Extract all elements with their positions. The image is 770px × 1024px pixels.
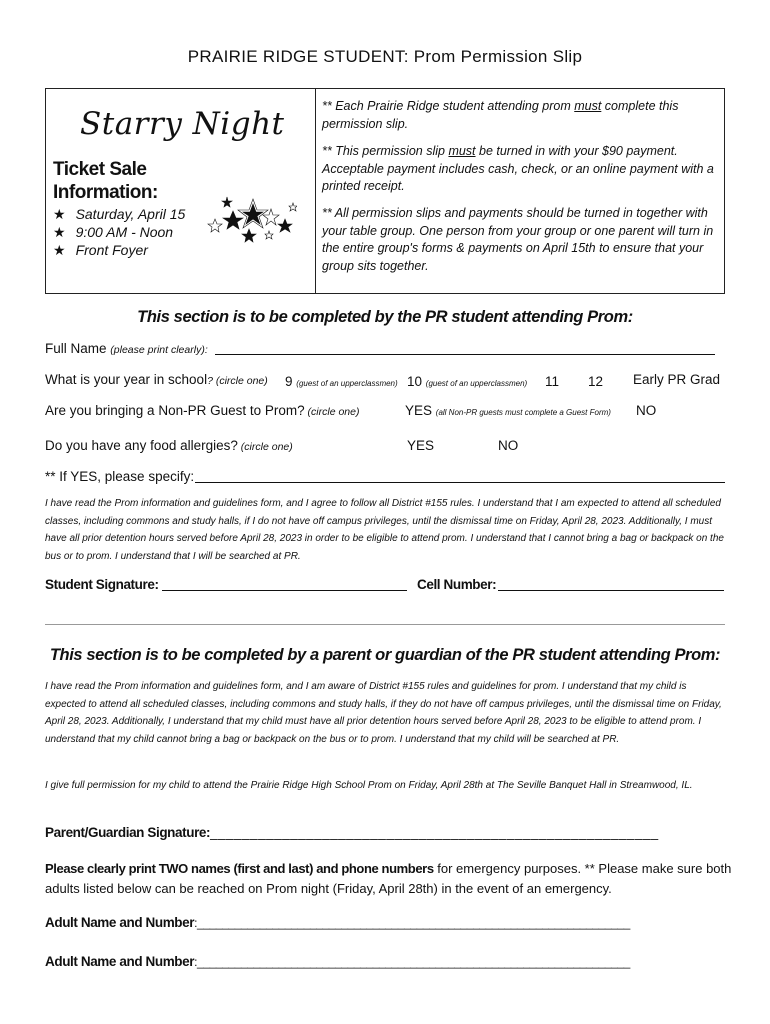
note-payment: ** This permission slip must be turned in with your $90 payment. Acceptable payment includes cash, check, or an online payment with a printed receipt. xyxy=(322,144,714,193)
adult-contact-2-field[interactable]: :_____________________________________________________________________ xyxy=(194,955,630,969)
year-option-9[interactable]: 9 (guest of an upperclassmen) xyxy=(285,374,398,389)
guest-option-yes[interactable]: YES (all Non-PR guests must complete a Guest Form) xyxy=(405,403,611,418)
parent-permission: I give full permission for my child to attend the Prairie Ridge High School Prom on Friday, April 28th at The Seville Banquet Hall in Streamwood, IL. xyxy=(45,780,693,791)
star-bullet-icon: ★ xyxy=(53,242,66,258)
cell-number-field[interactable] xyxy=(498,578,724,591)
info-box-divider xyxy=(315,88,316,294)
full-name-field[interactable] xyxy=(215,342,715,355)
full-name-row: Full Name (please print clearly): xyxy=(45,341,208,356)
event-name: Starry Night xyxy=(80,106,285,142)
stars-cluster-icon xyxy=(205,195,297,243)
guest-question: Are you bringing a Non-PR Guest to Prom? (circle one) xyxy=(45,403,360,418)
section-divider xyxy=(45,624,725,625)
year-option-10[interactable]: 10 (guest of an upperclassmen) xyxy=(407,374,528,389)
star-bullet-icon: ★ xyxy=(53,206,66,222)
adult-contact-2[interactable]: Adult Name and Number:_____________________________________________________________________ xyxy=(45,954,630,969)
emergency-instructions: Please clearly print TWO names (first and last) and phone numbers for emergency purposes. ** Please make sure both adults listed below can be reached on Prom night (Friday, April 28th) in the event of an emergency. xyxy=(45,861,732,896)
year-question: What is your year in school? (circle one) xyxy=(45,372,268,387)
ticket-item: ★ Saturday, April 15 xyxy=(53,206,186,222)
ticket-item: ★ 9:00 AM - Noon xyxy=(53,224,174,240)
parent-signature-field[interactable]: ________________________________________________________ xyxy=(210,825,659,840)
student-agreement: I have read the Prom information and guidelines form, and I agree to follow all District #155 rules. I understand that I am expected to attend all scheduled classes, including commons and study halls, if I do not have off campus privileges, until the dismissal time on Friday, April 28, 2023. Additionally, I must have all prior detention hours served before April 28, 2023 in order to be eligible to attend prom. I understand that I cannot bring a bag or backpack on the bus or to prom. I understand that I will be searched at PR. xyxy=(45,498,724,562)
student-signature-label: Student Signature: xyxy=(45,577,159,592)
adult-contact-1[interactable]: Adult Name and Number:_____________________________________________________________________ xyxy=(45,915,630,930)
allergy-specify-label: ** If YES, please specify: xyxy=(45,469,195,484)
star-bullet-icon: ★ xyxy=(53,224,66,240)
year-option-early-grad[interactable]: Early PR Grad xyxy=(633,372,721,387)
parent-signature-row: Parent/Guardian Signature:________________________________________________________ xyxy=(45,825,659,840)
cell-number-label: Cell Number: xyxy=(417,577,497,592)
year-option-11[interactable]: 11 xyxy=(545,374,560,389)
student-section-heading: This section is to be completed by the PR student attending Prom: xyxy=(137,308,633,326)
ticket-item: ★ Front Foyer xyxy=(53,242,148,258)
note-group: ** All permission slips and payments should be turned in together with your table group. One person from your group or one parent will turn in the entire group's forms & payments on April 15th to ensure that your group sits together. xyxy=(322,206,714,273)
allergy-option-no[interactable]: NO xyxy=(498,438,519,453)
allergy-specify-field[interactable] xyxy=(195,470,725,483)
ticket-heading: Ticket Sale Information: xyxy=(53,159,158,203)
ticket-list xyxy=(53,205,185,259)
adult-contact-1-field[interactable]: :_____________________________________________________________________ xyxy=(194,916,630,930)
page-title: PRAIRIE RIDGE STUDENT: Prom Permission Slip xyxy=(187,47,583,66)
allergy-option-yes[interactable]: YES xyxy=(407,438,435,453)
guest-option-no[interactable]: NO xyxy=(636,403,657,418)
parent-agreement: I have read the Prom information and guidelines form, and I am aware of District #155 rules and guidelines for prom. I understand that my child is expected to attend all scheduled classes, including commons and study halls, if they do not have off campus privileges, until the dismissal time on Friday, April 28, 2023. Additionally, I understand that my child must have all prior detention hours served before April 28, 2023 to be eligible to attend prom. I understand that my child cannot bring a bag or backpack on the bus or to prom. I understand that my child will be searched at PR. xyxy=(45,681,722,745)
note-each-student: ** Each Prairie Ridge student attending prom must complete this permission slip. xyxy=(322,99,679,131)
student-signature-field[interactable] xyxy=(162,578,407,591)
allergy-question: Do you have any food allergies? (circle one) xyxy=(45,438,293,453)
year-option-12[interactable]: 12 xyxy=(588,374,604,389)
parent-section-heading: This section is to be completed by a parent or guardian of the PR student attending Prom: xyxy=(49,646,721,664)
